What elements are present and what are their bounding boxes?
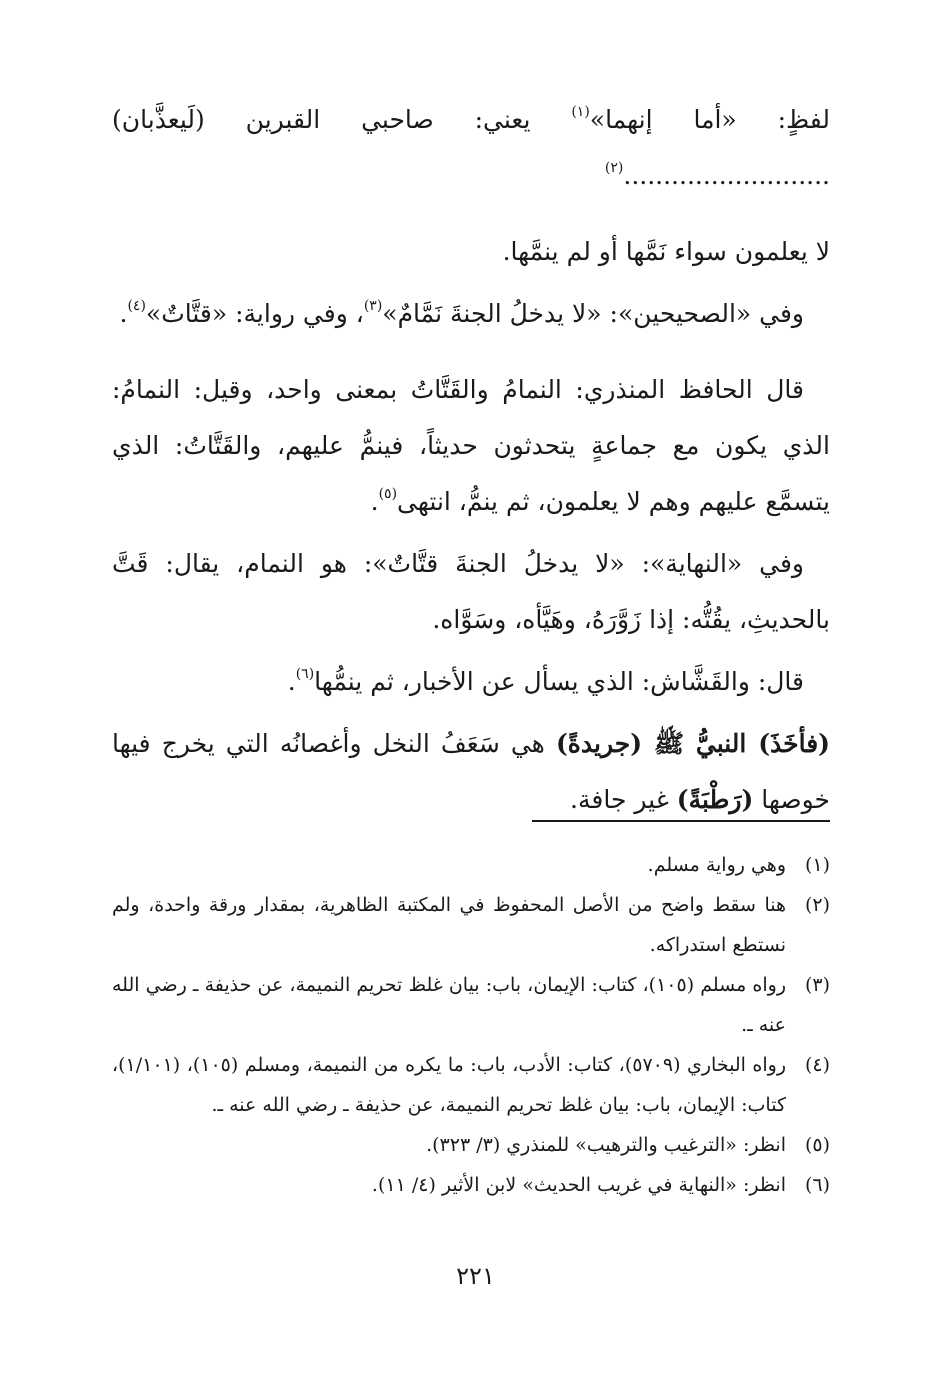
footnote-5 [112, 1125, 830, 1165]
footnote-4 [112, 1045, 830, 1125]
footnote-1 [112, 845, 830, 885]
text-span: . [119, 299, 128, 328]
footnote-text: هنا سقط واضح من الأصل المحفوظ في المكتبة الظاهرية، بمقدار ورقة واحدة، ولم نستطع استدراكه. [112, 894, 786, 956]
footnote-separator [532, 820, 830, 822]
text-span: وفي «الصحيحين»: «لا يدخلُ الجنةَ نَمَّامٌ» [382, 299, 804, 328]
footnote-ref[interactable]: (٢) [604, 160, 624, 176]
footnote-text: رواه مسلم (١٠٥)، كتاب: الإيمان، باب: بيان غلظ تحريم النميمة، عن حذيفة ـ رضي الله عنه ـ. [112, 974, 786, 1036]
text-span: غير جافة. [570, 785, 677, 814]
text-span: هي سَعَفُ النخل وأغصانُه التي يخرج فيها خوصها [112, 729, 830, 814]
footnote-ref[interactable]: (٣) [363, 298, 383, 314]
quoted-term: (رَطْبَةً) [676, 785, 754, 814]
footnote-2 [112, 885, 830, 965]
text-span: لفظٍ: «أما إنهما» [589, 105, 830, 134]
paragraph-4 [112, 362, 830, 530]
footnote-text: انظر: «النهاية في غريب الحديث» لابن الأثير (٤/ ١١). [371, 1174, 786, 1196]
quoted-term: (فأخَذَ) النبيُّ ﷺ (جريدةً) [555, 729, 830, 758]
text-span: . [287, 667, 296, 696]
paragraph-6 [112, 654, 830, 710]
footnote-number: (٢) [804, 894, 830, 916]
text-span: وفي «النهاية»: «لا يدخلُ الجنةَ قتَّاتٌ»: هو النمام، يقال: قَتَّ بالحديثِ، يقُتُّه: إذا زَوَّرَهُ، وهَيَّأه، وسَوَّاه. [112, 549, 830, 634]
ellipsis-dots: .......................... [623, 161, 830, 190]
page-number: ٢٢١ [456, 1262, 495, 1290]
scan-mark [0, 0, 1, 1]
footnote-number: (٦) [804, 1174, 830, 1196]
footnote-text: رواه البخاري (٥٧٠٩)، كتاب: الأدب، باب: ما يكره من النميمة، ومسلم (١٠٥)، (١/١٠١)، كتاب: الإيمان، باب: بيان غلظ تحريم النميمة، عن حذيفة ـ رضي الله عنه ـ. [112, 1054, 787, 1116]
main-text [112, 92, 830, 834]
text-span: . [370, 487, 379, 516]
footnote-6 [112, 1165, 830, 1205]
footnote-text: وهي رواية مسلم. [647, 854, 786, 876]
footnote-ref[interactable]: (٤) [127, 298, 146, 314]
paragraph-2 [112, 224, 830, 280]
footnote-ref[interactable]: (٦) [295, 666, 315, 682]
footnote-number: (٣) [804, 974, 830, 996]
footnotes [112, 845, 830, 1205]
text-span: قال الحافظ المنذري: النمامُ والقَتَّاتُ بمعنى واحد، وقيل: النمامُ: الذي يكون مع جماعةٍ يتحدثون حديثاً، فينمُّ عليهم، والقَتَّاتُ: الذي يتسمَّع عليهم وهم لا يعلمون، ثم ينمُّ، انتهى [112, 375, 830, 516]
text-span: يعني: صاحبي القبرين (لَيعذَّبان) [112, 105, 572, 134]
text-span: ، وفي رواية: «قتَّاتٌ» [145, 299, 364, 328]
footnote-text: انظر: «الترغيب والترهيب» للمنذري (٣/ ٣٢٣). [426, 1134, 786, 1156]
footnote-3 [112, 965, 830, 1045]
footnote-number: (١) [804, 854, 830, 876]
text-span: لا يعلمون سواء نَمَّها أو لم ينمَّها. [502, 237, 830, 266]
text-span: قال: والقَشَّاش: الذي يسأل عن الأخبار، ثم ينمُّها [314, 667, 804, 696]
paragraph-5 [112, 536, 830, 648]
paragraph-1 [112, 92, 830, 204]
footnote-number: (٥) [804, 1134, 830, 1156]
footnote-number: (٤) [804, 1054, 830, 1076]
footnote-ref[interactable]: (٥) [378, 486, 398, 502]
footnote-ref[interactable]: (١) [571, 104, 590, 120]
paragraph-7 [112, 716, 830, 828]
paragraph-3 [112, 286, 830, 342]
